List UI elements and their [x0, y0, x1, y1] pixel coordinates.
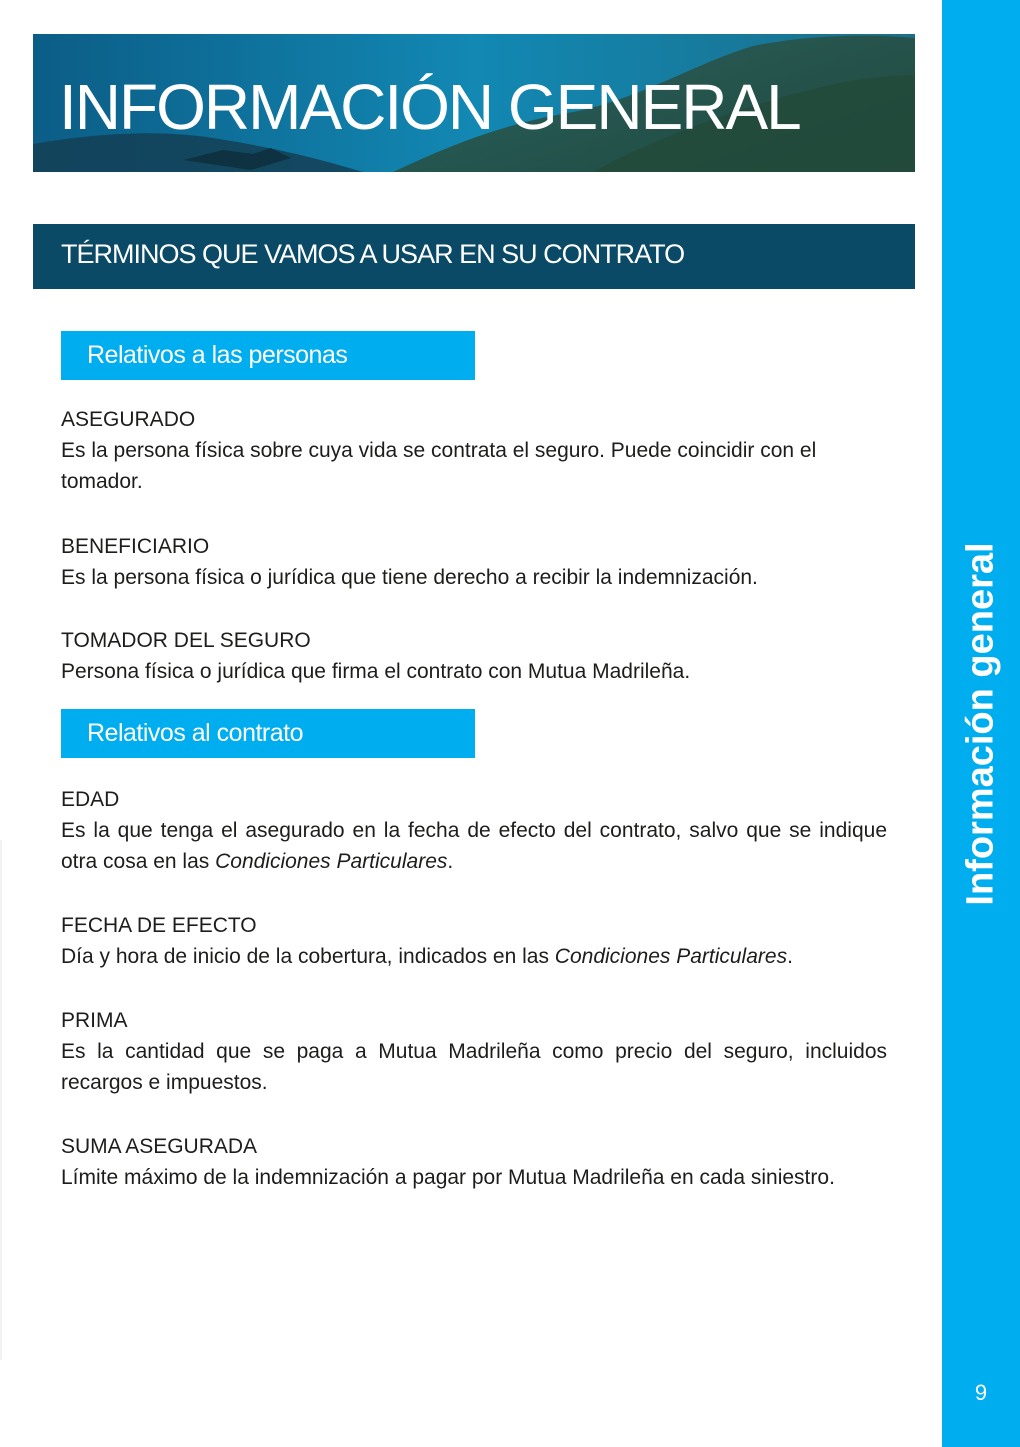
term-suma-asegurada [61, 1131, 887, 1193]
term-name: PRIMA [61, 1009, 128, 1032]
term-asegurado [61, 404, 887, 497]
term-description-end: . [787, 945, 793, 968]
term-description-emphasis: Condiciones Particulares [554, 945, 788, 968]
term-fecha-efecto [61, 910, 887, 972]
term-description: Es la persona física sobre cuya vida se contrata el seguro. Puede coincidir con el tomador. [61, 439, 817, 493]
page-banner [33, 34, 915, 172]
term-name: EDAD [61, 788, 120, 811]
term-description-emphasis: Condiciones Particulares [215, 850, 448, 873]
term-description: Es la persona física o jurídica que tiene derecho a recibir la indemnización. [61, 566, 758, 589]
term-description-end: . [447, 850, 454, 873]
subheader-contrato [61, 709, 475, 758]
subheader-personas-label: Relativos a las personas [87, 341, 348, 369]
section-header [33, 224, 915, 289]
term-name: ASEGURADO [61, 408, 196, 431]
term-description: Persona física o jurídica que firma el contrato con Mutua Madrileña. [61, 660, 691, 683]
term-description [61, 941, 887, 972]
section-title: TÉRMINOS QUE VAMOS A USAR EN SU CONTRATO [61, 239, 685, 269]
term-description [61, 815, 887, 877]
subheader-personas [61, 331, 475, 380]
term-description-text: Es la que tenga el asegurado en la fecha de efecto del contrato, salvo que se indique otra cosa en las [61, 819, 887, 873]
subheader-contrato-label: Relativos al contrato [87, 719, 304, 747]
term-name: FECHA DE EFECTO [61, 914, 257, 937]
term-name: SUMA ASEGURADA [61, 1135, 258, 1158]
term-name: BENEFICIARIO [61, 535, 210, 558]
page-title: INFORMACIÓN GENERAL [59, 71, 800, 143]
term-name: TOMADOR DEL SEGURO [61, 629, 311, 652]
term-tomador [61, 625, 887, 687]
term-description: Límite máximo de la indemnización a pagar por Mutua Madrileña en cada siniestro. [61, 1166, 835, 1189]
term-description-text: Día y hora de inicio de la cobertura, indicados en las [61, 945, 555, 968]
margin-rule [0, 840, 2, 1360]
term-description: Es la cantidad que se paga a Mutua Madrileña como precio del seguro, incluidos recargos e impuestos. [61, 1040, 887, 1094]
term-edad [61, 784, 887, 877]
term-beneficiario [61, 531, 887, 593]
page-number: 9 [974, 1380, 988, 1405]
term-prima [61, 1005, 887, 1098]
side-tab-title: Información general [959, 542, 1002, 906]
